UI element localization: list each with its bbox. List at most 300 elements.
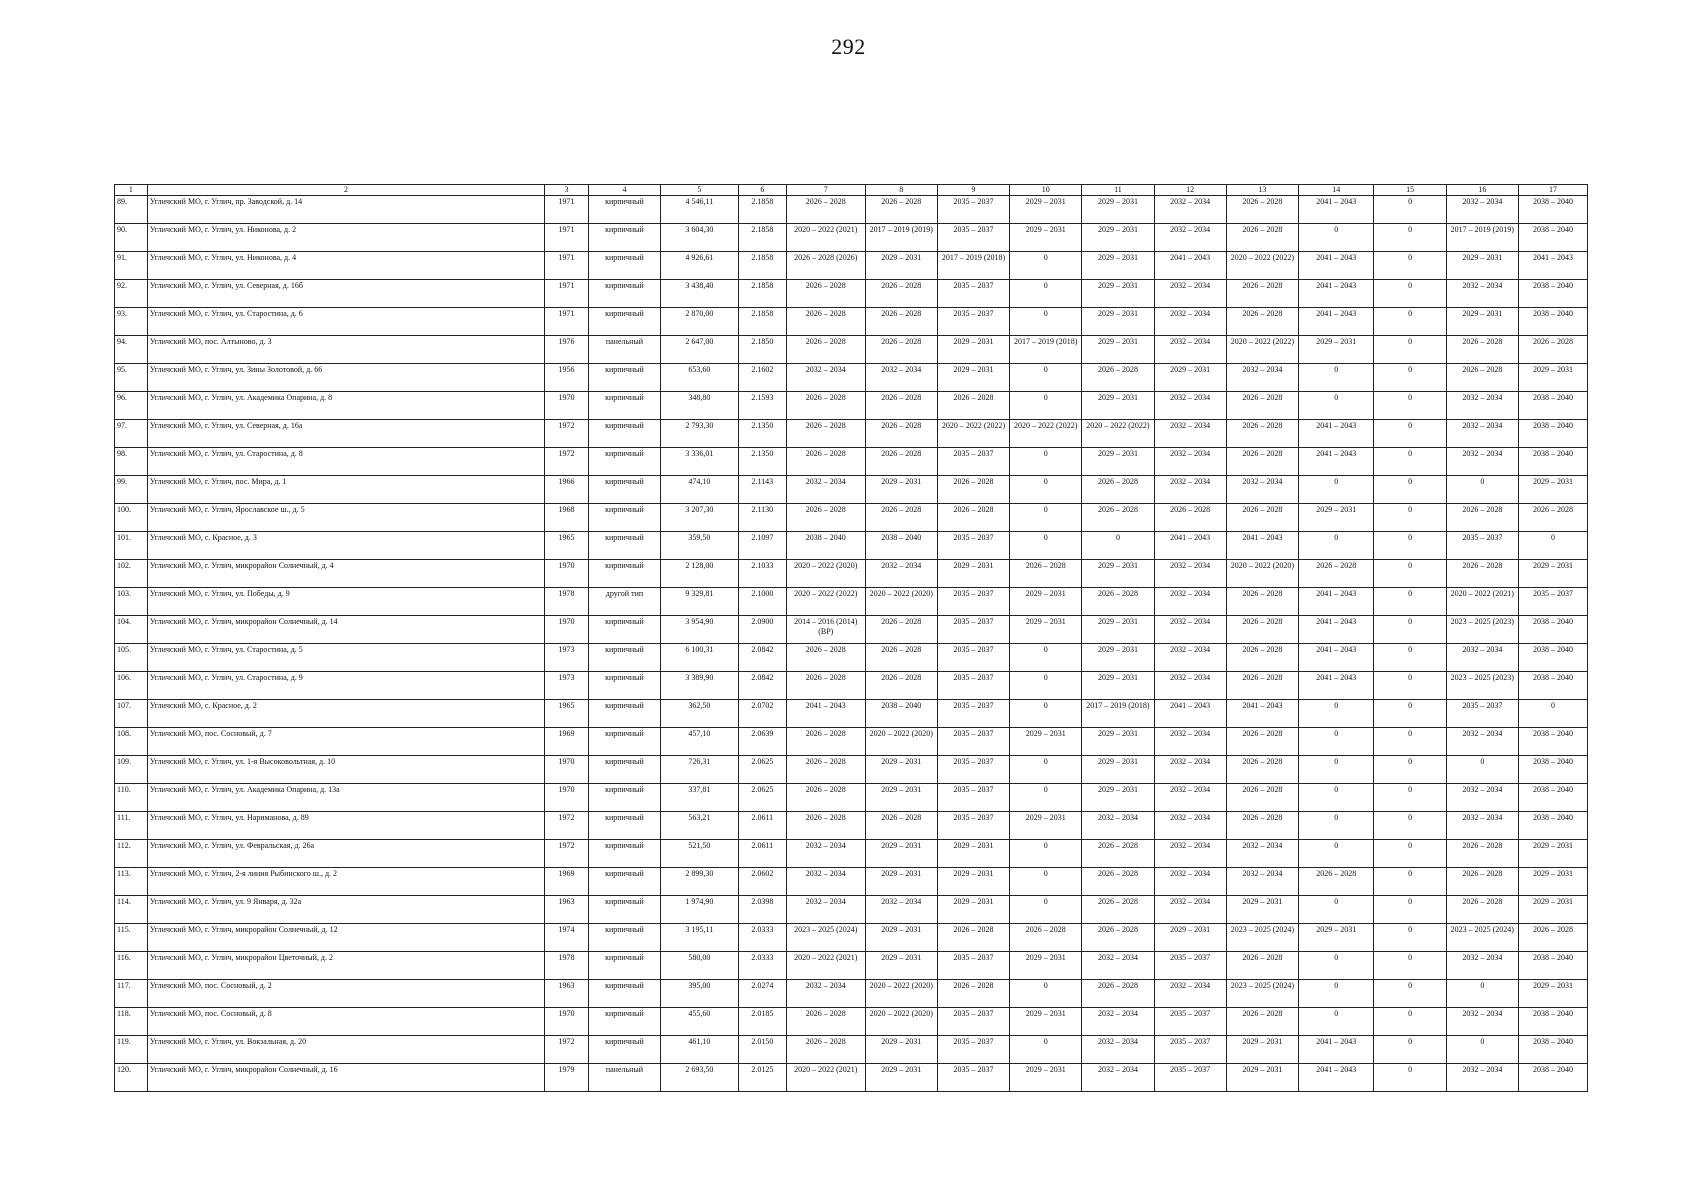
table-cell: Угличский МО, г. Углич, микрорайон Солнечный, д. 4 (147, 560, 544, 588)
table-cell: 0 (1374, 448, 1446, 476)
table-cell: 2.0625 (738, 784, 786, 812)
table-cell: 0 (1298, 532, 1374, 560)
table-cell: 114. (115, 896, 148, 924)
table-cell: 2035 – 2037 (937, 728, 1009, 756)
table-cell: 2026 – 2028 (786, 308, 865, 336)
table-cell: 0 (1374, 504, 1446, 532)
table-cell: 2029 – 2031 (1010, 224, 1082, 252)
table-cell: 2029 – 2031 (1082, 728, 1154, 756)
table-cell: 2029 – 2031 (1518, 896, 1587, 924)
table-cell: 2032 – 2034 (1154, 616, 1226, 644)
table-cell: 2029 – 2031 (1082, 616, 1154, 644)
table-cell: 0 (1298, 392, 1374, 420)
table-cell: Угличский МО, г. Углич, ул. Старостина, д. 8 (147, 448, 544, 476)
table-cell: кирпичный (588, 364, 660, 392)
table-cell: 2.0842 (738, 672, 786, 700)
table-cell: 2032 – 2034 (1154, 448, 1226, 476)
table-cell: 0 (1374, 812, 1446, 840)
table-cell: 0 (1374, 1064, 1446, 1092)
table-cell: кирпичный (588, 728, 660, 756)
table-cell: 0 (1298, 896, 1374, 924)
table-cell: 2032 – 2034 (1446, 196, 1518, 224)
table-cell: панельный (588, 1064, 660, 1092)
table-cell: 2026 – 2028 (1226, 196, 1298, 224)
table-cell: 2029 – 2031 (1082, 784, 1154, 812)
table-cell: 2020 – 2022 (2020) (865, 980, 937, 1008)
table-cell: 2.0150 (738, 1036, 786, 1064)
table-cell: 2029 – 2031 (1298, 924, 1374, 952)
table-cell: 2026 – 2028 (1082, 924, 1154, 952)
table-cell: 2032 – 2034 (786, 868, 865, 896)
table-cell: 0 (1010, 896, 1082, 924)
table-cell: 2026 – 2028 (937, 924, 1009, 952)
table-cell: 2032 – 2034 (786, 980, 865, 1008)
table-cell: Угличский МО, г. Углич, ул. Старостина, д. 6 (147, 308, 544, 336)
table-cell: 0 (1374, 364, 1446, 392)
table-cell: 2035 – 2037 (937, 616, 1009, 644)
table-cell: 2032 – 2034 (1446, 420, 1518, 448)
table-row (115, 448, 1588, 476)
table-cell: Угличский МО, пос. Алтыново, д. 3 (147, 336, 544, 364)
column-number-header: 9 (937, 185, 1009, 196)
table-row (115, 504, 1588, 532)
table-cell: 2041 – 2043 (1518, 252, 1587, 280)
table-body (115, 196, 1588, 1092)
table-cell: 2041 – 2043 (1154, 532, 1226, 560)
table-cell: 2.0625 (738, 756, 786, 784)
table-cell: 2026 – 2028 (1226, 812, 1298, 840)
table-cell: 99. (115, 476, 148, 504)
table-cell: кирпичный (588, 896, 660, 924)
table-row (115, 896, 1588, 924)
table-cell: 2029 – 2031 (1010, 812, 1082, 840)
table-cell: 2029 – 2031 (1010, 728, 1082, 756)
table-cell: 2.0398 (738, 896, 786, 924)
table-cell: 2035 – 2037 (937, 196, 1009, 224)
table-cell: 2029 – 2031 (1082, 392, 1154, 420)
table-cell: 1969 (545, 728, 589, 756)
table-cell: 2038 – 2040 (1518, 812, 1587, 840)
table-cell: 0 (1010, 308, 1082, 336)
table-cell: 2032 – 2034 (865, 364, 937, 392)
table-cell: 2041 – 2043 (1226, 700, 1298, 728)
table-cell: 2029 – 2031 (1082, 224, 1154, 252)
table-cell: 2041 – 2043 (1226, 532, 1298, 560)
table-cell: 2026 – 2028 (1154, 504, 1226, 532)
table-cell: 2029 – 2031 (1446, 252, 1518, 280)
table-cell: 1969 (545, 868, 589, 896)
column-number-header: 7 (786, 185, 865, 196)
table-cell: 1970 (545, 1008, 589, 1036)
table-cell: 2032 – 2034 (1154, 196, 1226, 224)
table-cell: 2026 – 2028 (1226, 448, 1298, 476)
table-row (115, 1064, 1588, 1092)
table-cell: 0 (1374, 588, 1446, 616)
table-cell: 2023 – 2025 (2024) (1226, 980, 1298, 1008)
table-row (115, 364, 1588, 392)
table-cell: 2032 – 2034 (1154, 980, 1226, 1008)
table-cell: 2.1350 (738, 448, 786, 476)
table-cell: 2032 – 2034 (786, 364, 865, 392)
table-cell: 115. (115, 924, 148, 952)
table-cell: 2032 – 2034 (865, 896, 937, 924)
table-cell: 2035 – 2037 (1154, 1036, 1226, 1064)
table-cell: 1978 (545, 588, 589, 616)
table-cell: 2029 – 2031 (865, 784, 937, 812)
table-cell: 0 (1374, 840, 1446, 868)
table-cell: Угличский МО, г. Углич, ул. Старостина, д. 5 (147, 644, 544, 672)
table-cell: панельный (588, 336, 660, 364)
table-cell: 2038 – 2040 (1518, 672, 1587, 700)
table-cell: 2035 – 2037 (937, 672, 1009, 700)
table-cell: 2035 – 2037 (937, 700, 1009, 728)
column-number-header-row (115, 185, 1588, 196)
column-number-header: 17 (1518, 185, 1587, 196)
table-cell: 0 (1010, 532, 1082, 560)
table-cell: 2029 – 2031 (1082, 280, 1154, 308)
table-cell: 89. (115, 196, 148, 224)
table-cell: 92. (115, 280, 148, 308)
table-cell: 2029 – 2031 (1082, 644, 1154, 672)
table-cell: 2041 – 2043 (1298, 1036, 1374, 1064)
table-cell: 2032 – 2034 (1154, 840, 1226, 868)
table-cell: 2032 – 2034 (1154, 784, 1226, 812)
table-cell: Угличский МО, г. Углич, ул. Северная, д. 16а (147, 420, 544, 448)
table-cell: 2.1858 (738, 196, 786, 224)
table-cell: 0 (1374, 476, 1446, 504)
table-cell: 2032 – 2034 (1154, 280, 1226, 308)
table-cell: 0 (1010, 392, 1082, 420)
column-number-header: 6 (738, 185, 786, 196)
table-cell: 348,80 (661, 392, 739, 420)
table-cell: 0 (1010, 280, 1082, 308)
table-cell: 2026 – 2028 (865, 336, 937, 364)
table-cell: 2038 – 2040 (865, 532, 937, 560)
table-cell: 2026 – 2028 (1226, 672, 1298, 700)
table-cell: 0 (1010, 672, 1082, 700)
table-cell: 2026 – 2028 (1226, 224, 1298, 252)
table-cell: 2026 – 2028 (1082, 588, 1154, 616)
table-cell: 0 (1298, 952, 1374, 980)
table-cell: 2032 – 2034 (1446, 784, 1518, 812)
table-cell: 1970 (545, 784, 589, 812)
table-cell: 2023 – 2025 (2024) (786, 924, 865, 952)
table-cell: 90. (115, 224, 148, 252)
table-cell: 0 (1010, 644, 1082, 672)
table-cell: 2038 – 2040 (1518, 308, 1587, 336)
table-cell: 2026 – 2028 (1518, 924, 1587, 952)
table-row (115, 476, 1588, 504)
table-cell: Угличский МО, г. Углич, Ярославское ш., д. 5 (147, 504, 544, 532)
table-cell: 0 (1374, 924, 1446, 952)
table-cell: 2.0842 (738, 644, 786, 672)
table-cell: 2023 – 2025 (2023) (1446, 672, 1518, 700)
table-cell: 9 329,81 (661, 588, 739, 616)
table-cell: 0 (1446, 476, 1518, 504)
table-cell: 0 (1298, 812, 1374, 840)
table-cell: 2032 – 2034 (1154, 756, 1226, 784)
table-cell: 2035 – 2037 (937, 588, 1009, 616)
table-row (115, 308, 1588, 336)
table-cell: 2017 – 2019 (2019) (865, 224, 937, 252)
table-cell: 2038 – 2040 (1518, 1064, 1587, 1092)
table-cell: 2041 – 2043 (1298, 448, 1374, 476)
table-cell: 2.1097 (738, 532, 786, 560)
table-cell: 94. (115, 336, 148, 364)
table-cell: 0 (1374, 1008, 1446, 1036)
table-cell: 2 647,00 (661, 336, 739, 364)
table-cell: 0 (1010, 448, 1082, 476)
table-cell: 2029 – 2031 (937, 896, 1009, 924)
table-cell: 2038 – 2040 (1518, 784, 1587, 812)
table-cell: 2026 – 2028 (786, 784, 865, 812)
table-cell: 2026 – 2028 (786, 728, 865, 756)
table-cell: 2029 – 2031 (865, 756, 937, 784)
table-cell: 111. (115, 812, 148, 840)
table-cell: 2035 – 2037 (1154, 1064, 1226, 1092)
column-number-header: 14 (1298, 185, 1374, 196)
table-cell: 2029 – 2031 (865, 252, 937, 280)
table-cell: 2026 – 2028 (1446, 868, 1518, 896)
table-cell: 106. (115, 672, 148, 700)
table-cell: 2038 – 2040 (1518, 392, 1587, 420)
table-cell: 2026 – 2028 (1446, 840, 1518, 868)
table-cell: 359,50 (661, 532, 739, 560)
table-row (115, 392, 1588, 420)
table-cell: 0 (1374, 308, 1446, 336)
table-cell: 2029 – 2031 (1082, 252, 1154, 280)
table-cell: 2032 – 2034 (1154, 728, 1226, 756)
table-cell: 2020 – 2022 (2020) (1226, 560, 1298, 588)
table-cell: 2026 – 2028 (865, 420, 937, 448)
table-cell: 0 (1298, 224, 1374, 252)
table-cell: 2035 – 2037 (937, 280, 1009, 308)
table-cell: 1956 (545, 364, 589, 392)
table-cell: 2038 – 2040 (1518, 756, 1587, 784)
table-cell: 2.0639 (738, 728, 786, 756)
table-cell: 101. (115, 532, 148, 560)
table-cell: 0 (1374, 728, 1446, 756)
table-cell: 2029 – 2031 (1298, 336, 1374, 364)
column-number-header: 16 (1446, 185, 1518, 196)
table-cell: 2035 – 2037 (1518, 588, 1587, 616)
table-cell: кирпичный (588, 252, 660, 280)
table-cell: кирпичный (588, 700, 660, 728)
table-cell: 2026 – 2028 (786, 420, 865, 448)
table-cell: 2026 – 2028 (865, 280, 937, 308)
page-number: 292 (831, 34, 866, 59)
table-cell: 2029 – 2031 (1518, 868, 1587, 896)
table-cell: 0 (1518, 700, 1587, 728)
table-cell: 2038 – 2040 (1518, 1036, 1587, 1064)
table-cell: 2026 – 2028 (1226, 728, 1298, 756)
table-cell: 1966 (545, 476, 589, 504)
table-cell: 1979 (545, 1064, 589, 1092)
table-cell: 2 899,30 (661, 868, 739, 896)
table-cell: 2035 – 2037 (1154, 1008, 1226, 1036)
table-cell: 0 (1298, 840, 1374, 868)
table-cell: 2038 – 2040 (1518, 616, 1587, 644)
table-cell: 2026 – 2028 (1518, 504, 1587, 532)
table-cell: 1976 (545, 336, 589, 364)
table-cell: 2026 – 2028 (937, 392, 1009, 420)
table-cell: 2026 – 2028 (865, 672, 937, 700)
table-cell: Угличский МО, г. Углич, ул. Февральская, д. 26а (147, 840, 544, 868)
table-cell: 2041 – 2043 (1298, 280, 1374, 308)
table-cell: 2.1858 (738, 252, 786, 280)
table-cell: 93. (115, 308, 148, 336)
table-row (115, 252, 1588, 280)
table-cell: 2026 – 2028 (1082, 896, 1154, 924)
table-cell: 362,50 (661, 700, 739, 728)
table-cell: кирпичный (588, 224, 660, 252)
table-cell: кирпичный (588, 644, 660, 672)
table-row (115, 224, 1588, 252)
table-cell: 2026 – 2028 (786, 448, 865, 476)
table-cell: 2029 – 2031 (1010, 1064, 1082, 1092)
table-cell: 2026 – 2028 (865, 392, 937, 420)
table-cell: 2026 – 2028 (1226, 392, 1298, 420)
table-cell: 2032 – 2034 (786, 476, 865, 504)
table-cell: 2029 – 2031 (1518, 476, 1587, 504)
table-cell: 0 (1374, 280, 1446, 308)
table-cell: 0 (1010, 784, 1082, 812)
table-cell: 0 (1374, 560, 1446, 588)
table-cell: 2029 – 2031 (1154, 364, 1226, 392)
table-cell: 2020 – 2022 (2020) (865, 588, 937, 616)
table-cell: 2032 – 2034 (1154, 392, 1226, 420)
table-row (115, 1008, 1588, 1036)
table-cell: 2026 – 2028 (786, 812, 865, 840)
table-cell: 2026 – 2028 (1298, 560, 1374, 588)
table-cell: 2020 – 2022 (2022) (1082, 420, 1154, 448)
table-cell: 2026 – 2028 (786, 196, 865, 224)
table-cell: 2032 – 2034 (1446, 812, 1518, 840)
table-cell: 2.0611 (738, 840, 786, 868)
table-row (115, 196, 1588, 224)
table-cell: 2.0333 (738, 924, 786, 952)
table-cell: 2032 – 2034 (1226, 364, 1298, 392)
table-cell: 2.1593 (738, 392, 786, 420)
table-cell: другой тип (588, 588, 660, 616)
table-cell: 2026 – 2028 (1226, 952, 1298, 980)
table-cell: 2029 – 2031 (1082, 308, 1154, 336)
table-cell: 1971 (545, 308, 589, 336)
table-cell: 2029 – 2031 (1226, 896, 1298, 924)
table-cell: 2029 – 2031 (1082, 756, 1154, 784)
table-row (115, 952, 1588, 980)
table-cell: 2038 – 2040 (1518, 952, 1587, 980)
table-cell: Угличский МО, г. Углич, ул. Северная, д. 16б (147, 280, 544, 308)
table-cell: 2038 – 2040 (1518, 644, 1587, 672)
table-cell: 2035 – 2037 (1446, 532, 1518, 560)
table-cell: 113. (115, 868, 148, 896)
table-cell: 1971 (545, 280, 589, 308)
table-cell: 2020 – 2022 (2021) (786, 952, 865, 980)
table-cell: 2.0274 (738, 980, 786, 1008)
table-cell: 1973 (545, 672, 589, 700)
table-cell: 2032 – 2034 (1082, 1008, 1154, 1036)
table-cell: 2026 – 2028 (865, 308, 937, 336)
table-cell: 395,00 (661, 980, 739, 1008)
table-cell: 105. (115, 644, 148, 672)
table-cell: 100. (115, 504, 148, 532)
table-cell: 1971 (545, 196, 589, 224)
table-cell: 2029 – 2031 (865, 840, 937, 868)
table-cell: 2032 – 2034 (1446, 1064, 1518, 1092)
table-row (115, 1036, 1588, 1064)
table-cell: 1 974,90 (661, 896, 739, 924)
table-cell: 2035 – 2037 (937, 812, 1009, 840)
table-cell: 2026 – 2028 (1446, 364, 1518, 392)
table-cell: 2026 – 2028 (1446, 336, 1518, 364)
table-cell: 2029 – 2031 (1010, 952, 1082, 980)
table-cell: 2.1858 (738, 308, 786, 336)
table-cell: 2032 – 2034 (1226, 476, 1298, 504)
table-cell: 2026 – 2028 (1226, 616, 1298, 644)
table-cell: 3 604,30 (661, 224, 739, 252)
table-cell: кирпичный (588, 616, 660, 644)
table-cell: 2026 – 2028 (786, 756, 865, 784)
table-cell: 2029 – 2031 (937, 840, 1009, 868)
table-cell: 1972 (545, 812, 589, 840)
table-row (115, 588, 1588, 616)
table-cell: 3 336,01 (661, 448, 739, 476)
table-cell: 3 207,30 (661, 504, 739, 532)
table-cell: 0 (1374, 252, 1446, 280)
table-row (115, 812, 1588, 840)
table-cell: Угличский МО, г. Углич, 2-я линия Рыбинского ш., д. 2 (147, 868, 544, 896)
table-cell: кирпичный (588, 868, 660, 896)
table-cell: кирпичный (588, 196, 660, 224)
table-row (115, 672, 1588, 700)
table-cell: 2 693,50 (661, 1064, 739, 1092)
table-cell: 2026 – 2028 (1446, 560, 1518, 588)
table-cell: 1963 (545, 980, 589, 1008)
table-cell: кирпичный (588, 980, 660, 1008)
table-cell: 2026 – 2028 (1082, 868, 1154, 896)
table-cell: 2026 – 2028 (1226, 1008, 1298, 1036)
table-cell: 2032 – 2034 (1226, 840, 1298, 868)
table-cell: 2023 – 2025 (2024) (1226, 924, 1298, 952)
table-cell: 2032 – 2034 (1154, 420, 1226, 448)
table-row (115, 532, 1588, 560)
table-cell: 0 (1374, 700, 1446, 728)
table-cell: 3 389,90 (661, 672, 739, 700)
table-cell: 2035 – 2037 (937, 756, 1009, 784)
table-cell: 2026 – 2028 (1010, 560, 1082, 588)
table-cell: Угличский МО, г. Углич, ул. Никонова, д. 4 (147, 252, 544, 280)
table-cell: 2029 – 2031 (865, 924, 937, 952)
table-cell: 2038 – 2040 (1518, 1008, 1587, 1036)
table-cell: 2.0333 (738, 952, 786, 980)
table-cell: кирпичный (588, 1036, 660, 1064)
table-cell: 4 546,11 (661, 196, 739, 224)
table-cell: 2032 – 2034 (865, 560, 937, 588)
table-cell: 0 (1374, 224, 1446, 252)
column-number-header: 11 (1082, 185, 1154, 196)
table-cell: Угличский МО, г. Углич, микрорайон Солнечный, д. 14 (147, 616, 544, 644)
table-cell: 2041 – 2043 (1298, 252, 1374, 280)
table-cell: 2 870,00 (661, 308, 739, 336)
table-cell: 2026 – 2028 (1226, 756, 1298, 784)
table-cell: 2032 – 2034 (1226, 868, 1298, 896)
table-cell: 2032 – 2034 (1082, 1036, 1154, 1064)
table-cell: 2029 – 2031 (937, 336, 1009, 364)
table-cell: 107. (115, 700, 148, 728)
table-cell: 2029 – 2031 (1518, 560, 1587, 588)
table-cell: 0 (1446, 1036, 1518, 1064)
